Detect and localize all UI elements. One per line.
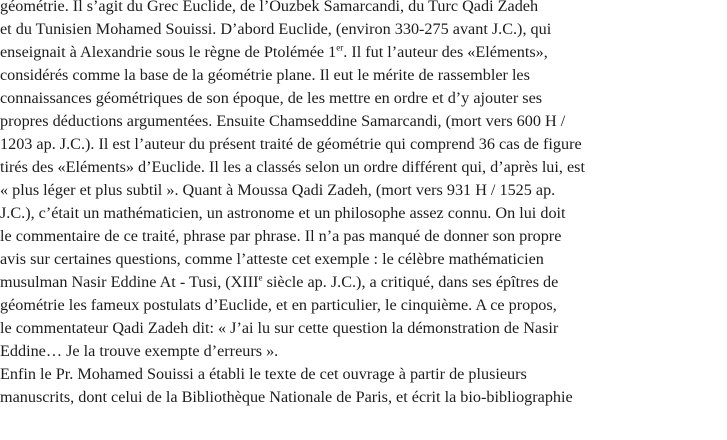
text-line-8: tirés des «Eléments» d’Euclide. Il les a classés selon un ordre différent qui, d’après lui, est [0,158,585,176]
text-line-3-part-a: enseignait à Alexandrie sous le règne de Ptolémée 1 [0,43,337,61]
text-line-17: Enfin le Pr. Mohamed Souissi a établi le texte de cet ouvrage à partir de plusieurs [0,365,527,383]
text-line-4: considérés comme la base de la géométrie plane. Il eut le mérite de rassembler les [0,66,530,84]
text-line-3 [0,41,727,64]
text-line-10: J.C.), c’était un mathématicien, un astronome et un philosophe assez connu. On lui doit [0,204,566,222]
ordinal-superscript: er [336,42,344,53]
text-line-2: et du Tunisien Mohamed Souissi. D’abord Euclide, (environ 330-275 avant J.C.), qui [0,20,552,38]
text-line-15: le commentateur Qadi Zadeh dit: « J’ai lu sur cette question la démonstration de Nasir [0,319,559,337]
text-line-13 [0,271,727,294]
text-line-3-part-b: . Il fut l’auteur des «Eléments», [343,43,548,61]
text-line-13-part-b: siècle ap. J.C.), a critiqué, dans ses épîtres de [262,273,559,291]
text-line-14: géométrie les fameux postulats d’Euclide, et en particulier, le cinquième. A ce propos, [0,296,557,314]
text-line-9: « plus léger et plus subtil ». Quant à Moussa Qadi Zadeh, (mort vers 931 H / 1525 ap. [0,181,556,199]
text-line-1: géométrie. Il s’agit du Grec Euclide, de l’Ouzbek Samarcandi, du Turc Qadi Zadeh [0,0,539,15]
text-line-18: manuscrits, dont celui de la Bibliothèque Nationale de Paris, et écrit la bio-bibliographie [0,388,573,406]
text-line-12: avis sur certaines questions, comme l’atteste cet exemple : le célèbre mathématicien [0,250,544,268]
text-line-5: connaissances géométriques de son époque, de les mettre en ordre et d’y ajouter ses [0,89,543,107]
text-line-13-part-a: musulman Nasir Eddine At - Tusi, (XIII [0,273,259,291]
text-line-11: le commentaire de ce traité, phrase par phrase. Il n’a pas manqué de donner son propre [0,227,562,245]
century-superscript: e [258,272,263,283]
text-line-6: propres déductions argumentées. Ensuite Chamseddine Samarcandi, (mort vers 600 H / [0,112,566,130]
text-line-16: Eddine… Je la trouve exempte d’erreurs ». [0,342,279,360]
text-line-7: 1203 ap. J.C.). Il est l’auteur du présent traité de géométrie qui comprend 36 cas de figure [0,135,582,153]
